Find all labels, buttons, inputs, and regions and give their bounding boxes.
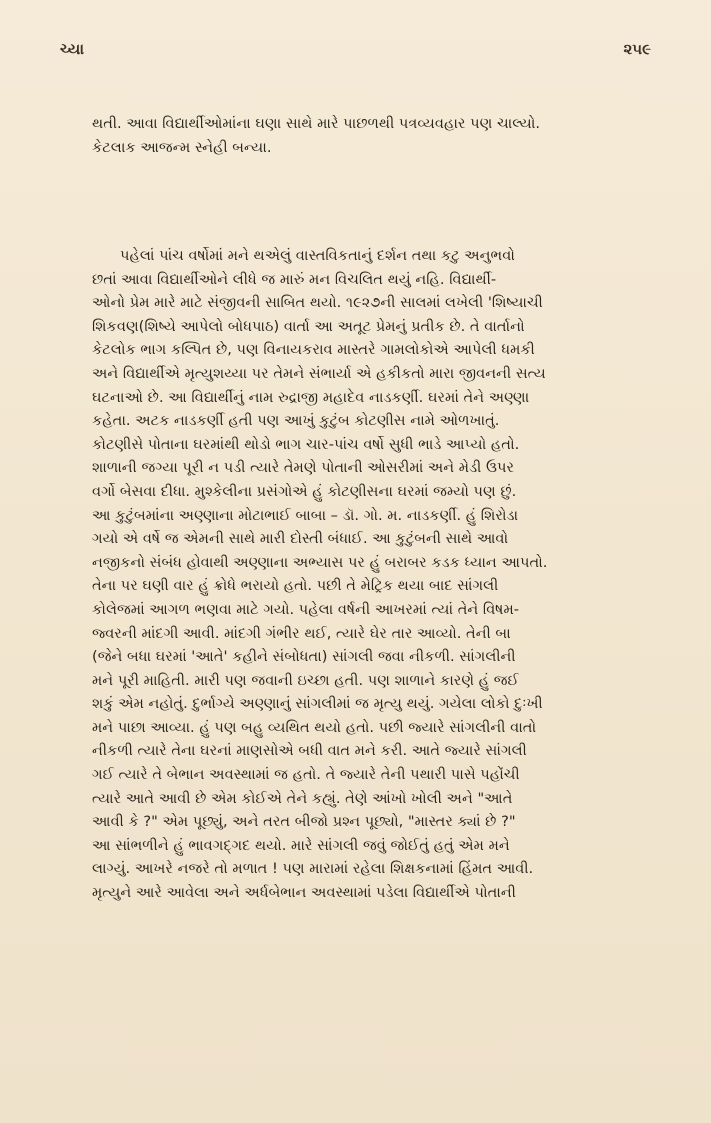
text-line: વર્ગો બેસવા દીધા. મુશ્કેલીના પ્રસંગોએ હું કોટણીસના ઘરમાં જમ્યો પણ છું. xyxy=(92,482,517,500)
text-line: છતાં આવા વિદ્યાર્થીઓને લીધે જ મારું મન વિચલિત થયું નહિ. વિદ્યાર્થી- xyxy=(92,270,497,288)
text-line: અને વિદ્યાર્થીએ મૃત્યુશય્યા પર તેમને સંભાર્યા એ હકીકતો મારા જીવનની સત્ય xyxy=(92,364,546,382)
text-line: આ સાંભળીને હું ભાવગદ્ગદ થયો. મારે સાંગલી જવું જોઈતું હતું એમ મને xyxy=(92,836,510,854)
text-line: કોટણીસે પોતાના ઘરમાંથી થોડો ભાગ ચાર-પાંચ વર્ષો સુધી ભાડે આપ્યો હતો. xyxy=(92,435,520,453)
text-line: (જેને બધા ઘરમાં 'આતે' કહીને સંબોધતા) સાંગલી જવા નીકળી. સાંગલીની xyxy=(92,648,516,666)
text-line: શકું એમ નહોતું. દુર્ભાગ્યે અણ્ણાનું સાંગલીમાં જ મૃત્યુ થયું. ગયેલા લોકો દુઃખી xyxy=(92,695,543,713)
text-line: મને પાછા આવ્યા. હું પણ બહુ વ્યથિત થયો હતો. પછી જ્યારે સાંગલીની વાતો xyxy=(92,718,537,736)
paragraph-2 xyxy=(92,244,640,905)
text-line: કેટલોક ભાગ કલ્પિત છે, પણ વિનાયકરાવ માસ્તરે ગામલોકોએ આપેલી ધમકી xyxy=(92,341,535,359)
paragraph-1 xyxy=(92,112,640,159)
text-line: કેટલાક આજન્મ સ્નેહી બન્યા. xyxy=(92,138,272,156)
text-line: ઓનો પ્રેમ મારે માટે સંજીવની સાબિત થયો. ૧૯૨૭ની સાલમાં લખેલી 'શિષ્યાચી xyxy=(92,294,543,312)
text-line: નીકળી ત્યારે તેના ઘરનાં માણસોએ બધી વાત મને કરી. આતે જ્યારે સાંગલી xyxy=(92,742,527,760)
text-line: ત્યારે આતે આવી છે એમ કોઈએ તેને કહ્યું. તેણે આંખો ખોલી અને "આતે xyxy=(92,789,513,807)
section-title: ચ્યા xyxy=(60,40,85,58)
text-line: લાગ્યું. આખરે નજરે તો મળાત ! પણ મારામાં રહેલા શિક્ષકનામાં હિંમત આવી. xyxy=(92,860,534,878)
text-line: આ કુટુંબમાંના અણ્ણાના મોટાભાઈ બાબા – ડૉ. ગો. મ. નાડકર્ણી. હું શિરોડા xyxy=(92,506,519,524)
text-line: મને પૂરી માહિતી. મારી પણ જવાની ઇચ્છા હતી. પણ શાળાને કારણે હું જઈ xyxy=(92,671,519,689)
running-header xyxy=(60,40,651,70)
text-line: ગઈ ત્યારે તે બેભાન અવસ્થામાં જ હતો. તે જ્યારે તેની પથારી પાસે પહોંચી xyxy=(92,766,520,784)
text-line: પહેલાં પાંચ વર્ષોમાં મને થએલું વાસ્તવિકતાનું દર્શન તથા કટુ અનુભવો xyxy=(120,247,515,264)
text-line: થતી. આવા વિદ્યાર્થીઓમાંના ઘણા સાથે મારે પાછળથી પત્રવ્યવહાર પણ ચાલ્યો. xyxy=(92,115,541,132)
text-line: ગયો એ વર્ષે જ એમની સાથે મારી દોસ્તી બંધાઈ. આ કુટુંબની સાથે આવો xyxy=(92,530,509,548)
text-line: ઘટનાઓ છે. આ વિદ્યાર્થીનું નામ રુદ્રાજી મહાદેવ નાડકર્ણી. ઘરમાં તેને અણ્ણા xyxy=(92,388,530,406)
text-line: શાળાની જગ્યા પૂરી ન પડી ત્યારે તેમણે પોતાની ઓસરીમાં અને મેડી ઉપર xyxy=(92,459,514,477)
text-line: આવી કે ?" એમ પૂછ્યું, અને તરત બીજો પ્રશ્ન પૂછ્યો, "માસ્તર ક્યાં છે ?" xyxy=(92,813,516,831)
text-line: મૃત્યુને આરે આવેલા અને અર્ધબેભાન અવસ્થામાં પડેલા વિદ્યાર્થીએ પોતાની xyxy=(92,884,516,902)
page-number: ૨૫૯ xyxy=(623,40,651,58)
text-line: શિકવણ(શિષ્યે આપેલો બોધપાઠ) વાર્તા આ અતૂટ પ્રેમનું પ્રતીક છે. તે વાર્તાનો xyxy=(92,317,525,335)
text-line: કહેતા. અટક નાડકર્ણી હતી પણ આખું કુટુંબ કોટણીસ નામે ઓળખાતું. xyxy=(92,412,500,430)
text-line: તેના પર ઘણી વાર હું ક્રોધે ભરાયો હતો. પછી તે મેટ્રિક થયા બાદ સાંગલી xyxy=(92,577,499,595)
text-line: કોલેજમાં આગળ ભણવા માટે ગયો. પહેલા વર્ષની આખરમાં ત્યાં તેને વિષમ- xyxy=(92,600,520,618)
text-line: નજીકનો સંબંધ હોવાથી અણ્ણાના અભ્યાસ પર હું બરાબર કડક ધ્યાન આપતો. xyxy=(92,553,548,571)
text-line: જ્વરની માંદગી આવી. માંદગી ગંભીર થઈ, ત્યારે ઘેર તાર આવ્યો. તેની બા xyxy=(92,624,511,642)
